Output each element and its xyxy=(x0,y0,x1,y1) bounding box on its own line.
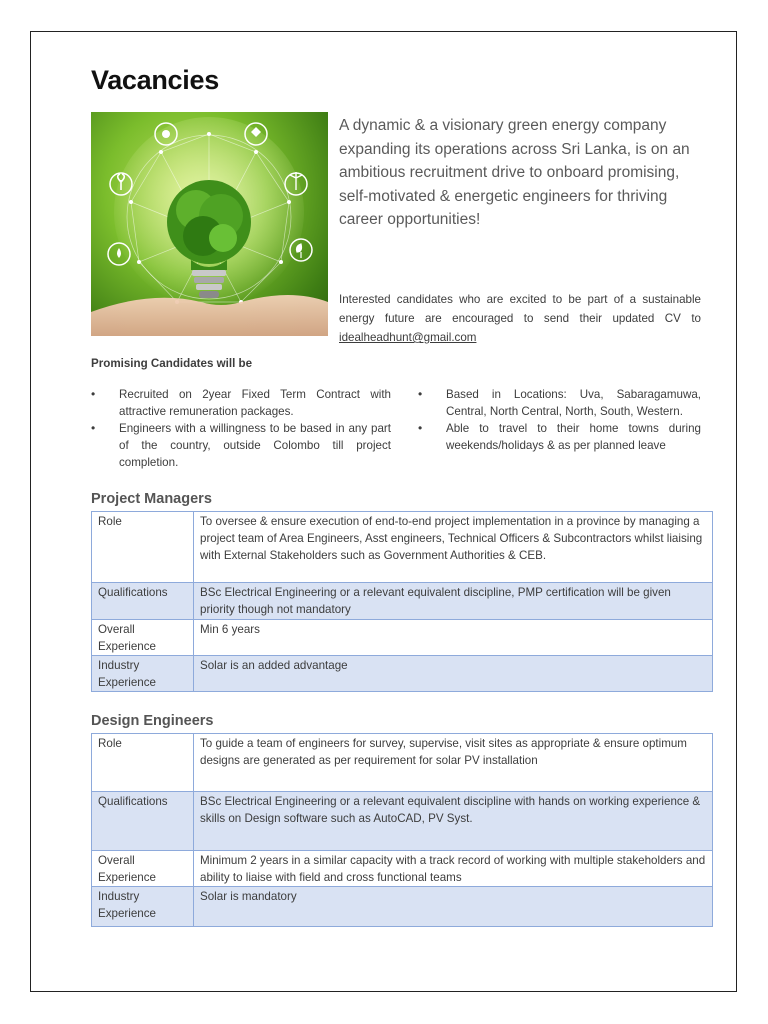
intro-paragraph: A dynamic & a visionary green energy company expanding its operations across Sri Lanka, is on an ambitious recruitment drive to onboard promising, self-motivated & energetic engineers for thriving career opportunities! xyxy=(339,117,690,228)
row-value: Solar is an added advantage xyxy=(194,656,713,692)
table-row xyxy=(92,620,713,656)
table-row xyxy=(92,851,713,887)
table-row xyxy=(92,734,713,792)
row-value: Minimum 2 years in a similar capacity with a track record of working with multiple stakeholders and ability to liaise with field and cross functional teams xyxy=(194,851,713,887)
bullet-list-right xyxy=(418,386,701,454)
row-label: Qualifications xyxy=(92,583,194,620)
table-row xyxy=(92,792,713,851)
table-row xyxy=(92,656,713,692)
row-value: BSc Electrical Engineering or a relevant equivalent discipline, PMP certification will be given priority though not mandatory xyxy=(194,583,713,620)
contact-text: Interested candidates who are excited to be part of a sustainable energy future are encouraged to send their updated CV to xyxy=(339,293,701,325)
promising-heading: Promising Candidates will be xyxy=(91,357,253,370)
page-title: Vacancies xyxy=(91,65,219,95)
project-managers-table xyxy=(91,511,713,692)
section-title-design-engineers: Design Engineers xyxy=(91,713,214,729)
lightbulb-illustration xyxy=(91,112,328,336)
row-label: Overall Experience xyxy=(92,620,194,656)
row-label: Role xyxy=(92,734,194,792)
row-value: Min 6 years xyxy=(194,620,713,656)
row-label: Role xyxy=(92,512,194,583)
row-value: To guide a team of engineers for survey, supervise, visit sites as appropriate & ensure optimum designs are generated as per requirement for solar PV installation xyxy=(194,734,713,792)
table-row xyxy=(92,887,713,927)
list-item: • Recruited on 2year Fixed Term Contract with attractive remuneration packages. xyxy=(91,386,391,420)
row-value: BSc Electrical Engineering or a relevant equivalent discipline with hands on working experience & skills on Design software such as AutoCAD, PV Syst. xyxy=(194,792,713,851)
table-row xyxy=(92,583,713,620)
email-link[interactable]: idealheadhunt@gmail.com xyxy=(339,331,477,344)
bullet-list-left xyxy=(91,386,391,471)
row-label: Industry Experience xyxy=(92,656,194,692)
design-engineers-table xyxy=(91,733,713,927)
row-value: To oversee & ensure execution of end-to-end project implementation in a province by managing a project team of Area Engineers, Asst engineers, Technical Officers & Subcontractors whilst liaising with External Stakeholders such as Government Authorities & CEB. xyxy=(194,512,713,583)
list-item: • Based in Locations: Uva, Sabaragamuwa, Central, North Central, North, South, Western. xyxy=(418,386,701,420)
row-label: Industry Experience xyxy=(92,887,194,927)
contact-paragraph xyxy=(339,290,701,347)
section-title-project-managers: Project Managers xyxy=(91,491,212,507)
row-label: Qualifications xyxy=(92,792,194,851)
row-value: Solar is mandatory xyxy=(194,887,713,927)
document-page xyxy=(30,31,737,992)
list-item: • Able to travel to their home towns during weekends/holidays & as per planned leave xyxy=(418,420,701,454)
list-item: • Engineers with a willingness to be based in any part of the country, outside Colombo till project completion. xyxy=(91,420,391,471)
table-row xyxy=(92,512,713,583)
row-label: Overall Experience xyxy=(92,851,194,887)
green-energy-lightbulb-image xyxy=(91,112,328,336)
